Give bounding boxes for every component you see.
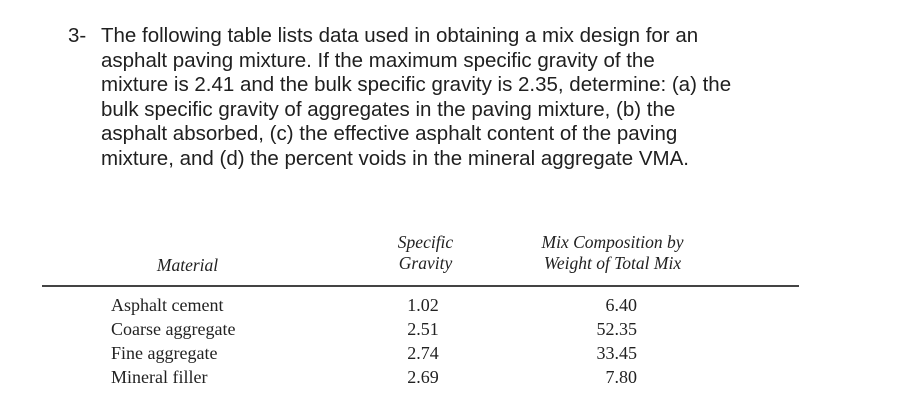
cell-mix-composition: 7.80 (605, 367, 637, 387)
table-row (0, 293, 921, 317)
header-mix-composition-line2: Weight of Total Mix (543, 253, 682, 273)
cell-specific-gravity: 1.02 (407, 295, 439, 315)
cell-material: Asphalt cement (111, 295, 224, 315)
cell-specific-gravity: 2.74 (407, 343, 439, 363)
cell-material: Mineral filler (111, 367, 208, 387)
table-row (0, 317, 921, 341)
cell-material: Coarse aggregate (111, 319, 236, 339)
problem-line: mixture is 2.41 and the bulk specific gravity is 2.35, determine: (a) the (101, 73, 732, 96)
problem-line: asphalt absorbed, (c) the effective asphalt content of the paving (101, 122, 678, 145)
table-row (0, 365, 921, 389)
table-row (0, 341, 921, 365)
header-specific-gravity-line1: Specific (397, 232, 454, 252)
cell-mix-composition: 52.35 (596, 319, 637, 339)
cell-mix-composition: 33.45 (596, 343, 637, 363)
problem-number: 3- (68, 24, 87, 47)
header-divider (42, 285, 799, 287)
cell-mix-composition: 6.40 (605, 295, 637, 315)
cell-material: Fine aggregate (111, 343, 218, 363)
cell-specific-gravity: 2.69 (407, 367, 439, 387)
problem-line: The following table lists data used in obtaining a mix design for an (101, 24, 699, 47)
header-mix-composition (515, 232, 710, 274)
header-material: Material (156, 255, 219, 275)
problem-line: mixture, and (d) the percent voids in the mineral aggregate VMA. (101, 146, 689, 170)
problem-line: bulk specific gravity of aggregates in the paving mixture, (b) the (101, 97, 676, 121)
header-specific-gravity (378, 232, 473, 274)
problem-line: asphalt paving mixture. If the maximum specific gravity of the (101, 48, 655, 72)
cell-specific-gravity: 2.51 (407, 319, 439, 339)
header-specific-gravity-line2: Gravity (398, 253, 453, 273)
header-mix-composition-line1: Mix Composition by (541, 232, 684, 252)
